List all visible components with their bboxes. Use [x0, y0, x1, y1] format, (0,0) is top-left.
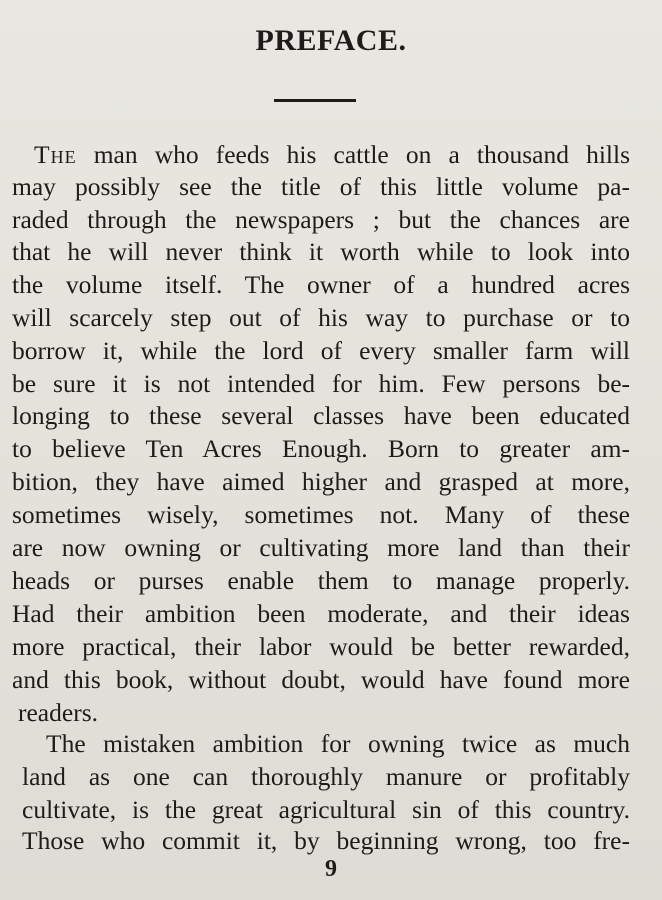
text-line: longing to these several classes have been educated	[12, 401, 630, 430]
text-line: will scarcely step out of his way to purchase or to	[12, 303, 630, 332]
text-line: heads or purses enable them to manage properly.	[12, 566, 630, 595]
text-line-rest: man who feeds his cattle on a thousand hills	[93, 140, 631, 169]
text-line: The mistaken ambition for owning twice as much	[46, 729, 630, 758]
title-rule	[274, 99, 356, 102]
text-line: are now owning or cultivating more land than their	[12, 533, 630, 562]
text-line: sometimes wisely, sometimes not. Many of these	[12, 500, 630, 529]
text-line: the volume itself. The owner of a hundred acres	[12, 270, 630, 299]
text-line: may possibly see the title of this little volume pa-	[12, 172, 630, 201]
text-line: and this book, without doubt, would have found more	[12, 665, 630, 694]
text-line	[34, 142, 630, 168]
text-line: to believe Ten Acres Enough. Born to greater am-	[12, 434, 630, 463]
text-line: borrow it, while the lord of every smaller farm will	[12, 336, 630, 365]
text-line: be sure it is not intended for him. Few persons be-	[12, 369, 630, 398]
text-line: readers.	[18, 698, 98, 727]
lead-word: The	[34, 140, 77, 169]
text-line: cultivate, is the great agricultural sin of this country.	[22, 795, 630, 824]
text-line: that he will never think it worth while to look into	[12, 237, 630, 266]
page-title: PREFACE.	[255, 24, 407, 57]
text-line: Those who commit it, by beginning wrong, too fre-	[22, 826, 630, 855]
text-line: more practical, their labor would be better rewarded,	[12, 632, 630, 661]
text-line: land as one can thoroughly manure or profitably	[22, 762, 630, 791]
page-number: 9	[325, 856, 337, 882]
text-line: raded through the newspapers ; but the chances are	[12, 205, 630, 234]
text-line: bition, they have aimed higher and grasped at more,	[12, 467, 630, 496]
text-line: Had their ambition been moderate, and their ideas	[12, 599, 630, 628]
